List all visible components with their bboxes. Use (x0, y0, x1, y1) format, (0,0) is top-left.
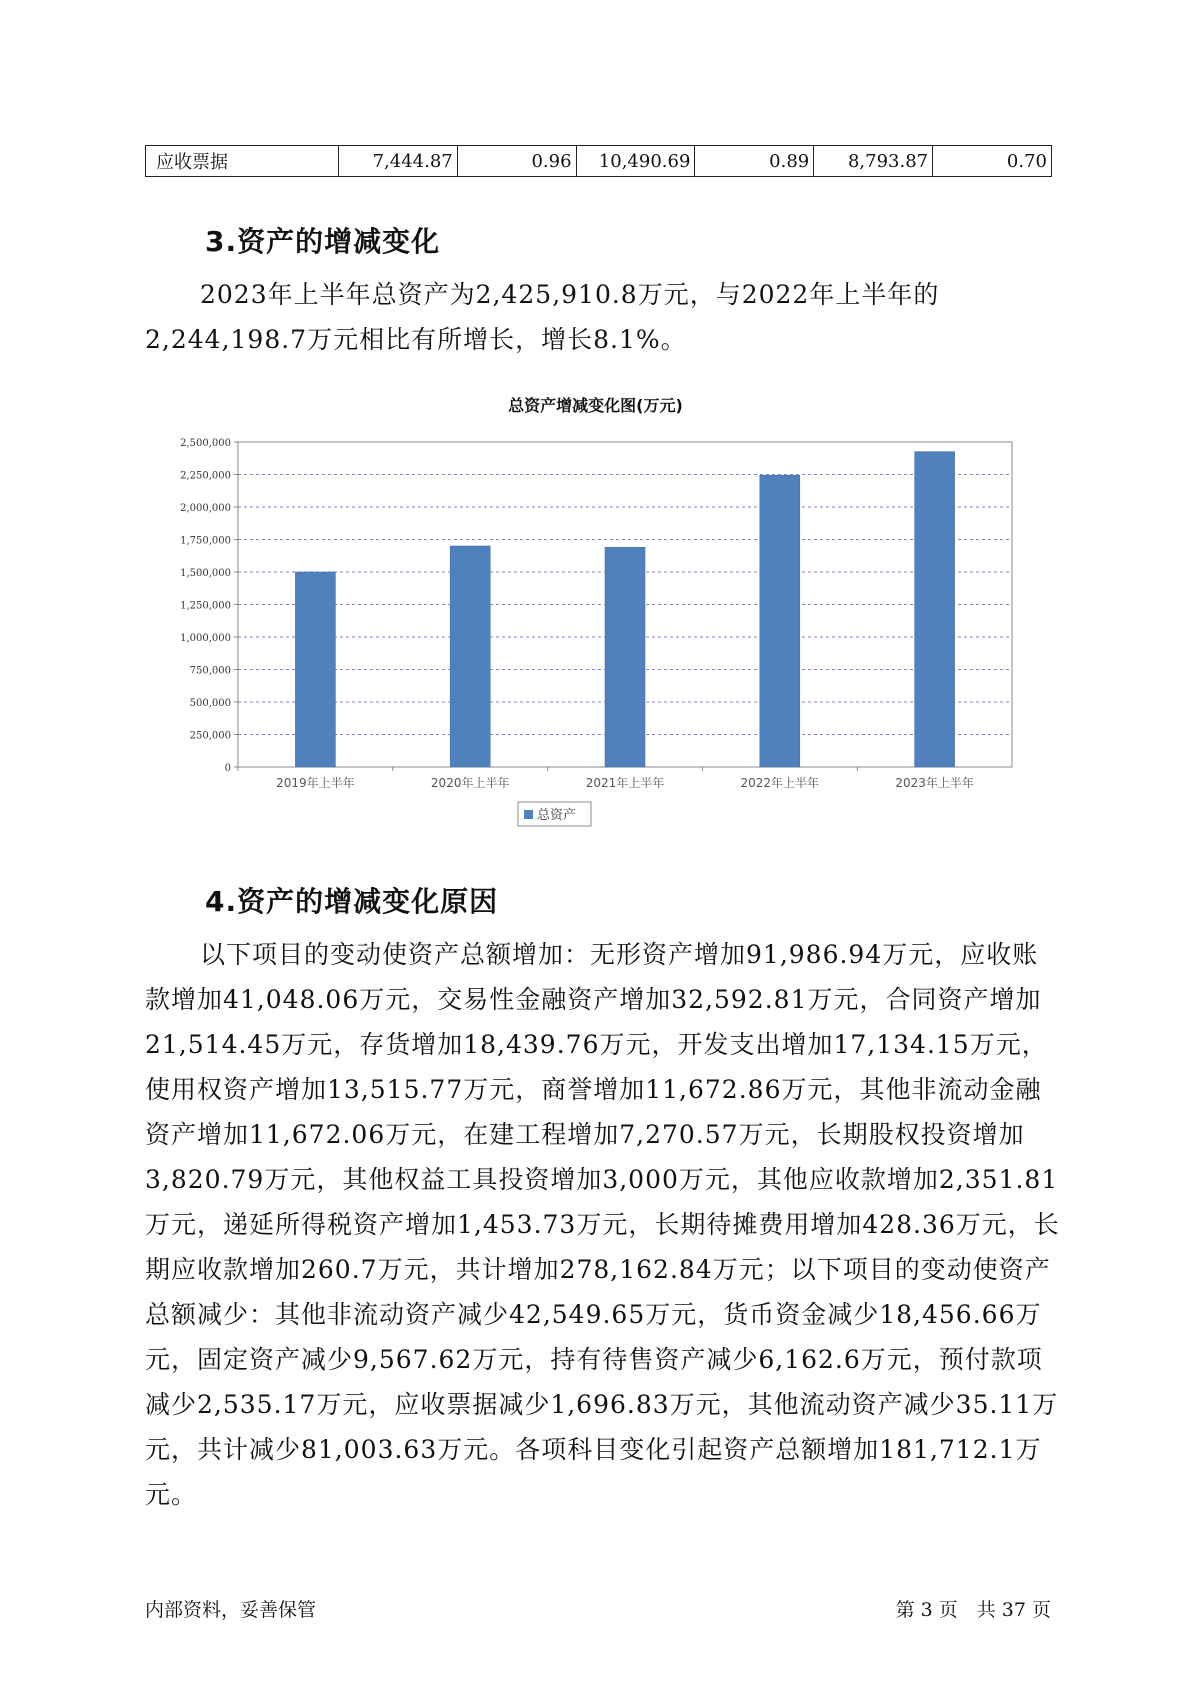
table-cell: 0.89 (695, 146, 814, 177)
y-tick-label: 1,000,000 (180, 633, 231, 644)
x-tick-label: 2023年上半年 (895, 776, 974, 790)
y-tick-label: 1,250,000 (180, 600, 231, 612)
section-heading-4: 4.资产的增减变化原因 (205, 885, 499, 918)
bar-2020年上半年 (450, 546, 490, 767)
table-cell: 7,444.87 (338, 146, 457, 177)
x-tick-label: 2020年上半年 (430, 776, 510, 790)
table-cell: 8,793.87 (814, 146, 933, 177)
footer-confidential-note: 内部资料，妥善保管 (145, 1599, 317, 1621)
bar-2019年上半年 (295, 572, 335, 767)
asset-table-row (145, 145, 1052, 177)
y-tick-label: 250,000 (189, 730, 231, 742)
bar-2023年上半年 (915, 452, 955, 767)
legend-label: 总资产 (537, 808, 577, 823)
y-tick-label: 1,500,000 (180, 568, 231, 579)
table-cell: 0.96 (457, 146, 576, 177)
x-tick-label: 2021年上半年 (585, 776, 665, 790)
table-cell: 0.70 (933, 146, 1052, 177)
y-tick-label: 0 (224, 763, 231, 774)
x-tick-label: 2022年上半年 (740, 776, 820, 790)
bar-2021年上半年 (605, 547, 645, 767)
row-label: 应收票据 (146, 146, 339, 177)
y-tick-label: 2,000,000 (180, 503, 231, 514)
total-assets-bar-chart (145, 420, 1045, 850)
section-heading-3: 3.资产的增减变化 (205, 225, 441, 258)
y-tick-label: 2,250,000 (180, 470, 231, 482)
y-tick-label: 1,750,000 (180, 535, 231, 547)
y-tick-label: 750,000 (189, 665, 231, 677)
section-4-paragraph: 以下项目的变动使资产总额增加：无形资产增加91,986.94万元，应收账款增加41,048.06万元，交易性金融资产增加32,592.81万元，合同资产增加21,514.45万元，存货增加18,439.76万元，开发支出增加17,134.15万元，使用权资产增加13,515.77万元，商誉增加11,672.86万元，其他非流动金融资产增加11,672.06万元，在建工程增加7,270.57万元，长期股权投资增加3,820.79万元，其他权益工具投资增加3,000万元，其他应收款增加2,351.81万元，递延所得税资产增加1,453.73万元，长期待摊费用增加428.36万元，长期应收款增加260.7万元，共计增加278,162.84万元；以下项目的变动使资产总额减少：其他非流动资产减少42,549.65万元，货币资金减少18,456.66万元，固定资产减少9,567.62万元，持有待售资产减少6,162.6万元，预付款项减少2,535.17万元，应收票据减少1,696.83万元，其他流动资产减少35.11万元，共计减少81,003.63万元。各项科目变化引起资产总额增加181,712.1万元。 (145, 940, 1060, 1509)
section-3-paragraph: 2023年上半年总资产为2,425,910.8万元，与2022年上半年的2,244,198.7万元相比有所增长，增长8.1%。 (145, 280, 940, 354)
x-tick-label: 2019年上半年 (276, 776, 355, 790)
footer-page-number: 第 3 页 共 37 页 (895, 1599, 1051, 1621)
legend-swatch (524, 810, 533, 819)
bar-2022年上半年 (760, 475, 800, 767)
chart-title: 总资产增减变化图(万元) (508, 396, 683, 415)
table-row (146, 146, 1052, 177)
y-tick-label: 2,500,000 (180, 438, 231, 449)
table-cell: 10,490.69 (576, 146, 695, 177)
y-tick-label: 500,000 (189, 698, 231, 709)
